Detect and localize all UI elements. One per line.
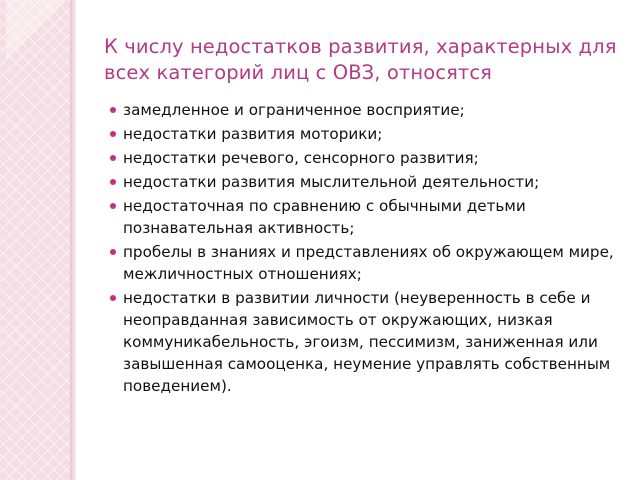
bullet-item: недостатки речевого, сенсорного развития; <box>104 147 620 169</box>
bullet-item: недостатки в развитии личности (неуверенность в себе и неоправданная зависимость от окружающих, низкая коммуникабельность, эгоизм, пессимизм, заниженная или завышенная самооценка, неумение управлять собственным поведением). <box>104 287 620 397</box>
decorative-side-pattern <box>0 0 70 480</box>
bullet-item: недостатки развития мыслительной деятельности; <box>104 171 620 193</box>
bullet-item: пробелы в знаниях и представлениях об окружающем мире, межличностных отношениях; <box>104 241 620 285</box>
bullet-item: замедленное и ограниченное восприятие; <box>104 99 620 121</box>
decorative-side-edge <box>70 0 76 480</box>
slide-content <box>104 34 620 399</box>
bullet-item: недостаточная по сравнению с обычными детьми познавательная активность; <box>104 195 620 239</box>
bullet-list <box>104 99 620 397</box>
bullet-item: недостатки развития моторики; <box>104 123 620 145</box>
slide-title: К числу недостатков развития, характерных для всех категорий лиц с ОВЗ, относятся <box>104 35 617 84</box>
